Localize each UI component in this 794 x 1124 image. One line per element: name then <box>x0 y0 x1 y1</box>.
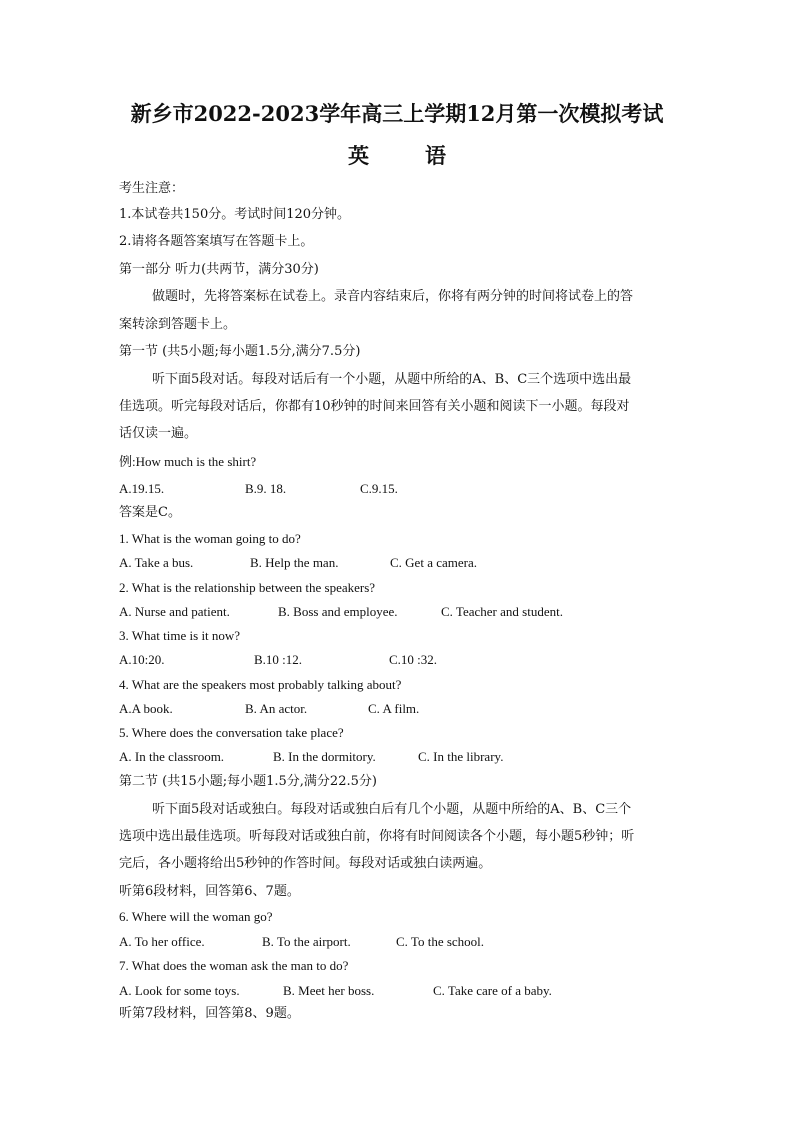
section1-heading: 第一节 (共5小题;每小题1.5分,满分7.5分) <box>119 344 361 359</box>
example-option-c: C.9.15. <box>360 481 398 496</box>
q3-option-a: A.10:20. <box>119 652 165 667</box>
example-question: 例:How much is the shirt? <box>119 454 257 469</box>
q4-option-a: A.A book. <box>119 701 173 716</box>
q4-option-c: C. A film. <box>368 701 420 716</box>
q7-option-b: B. Meet her boss. <box>283 983 375 998</box>
q5-option-c: C. In the library. <box>418 749 504 764</box>
example-option-b: B.9. 18. <box>245 481 287 496</box>
q5-option-a: A. In the classroom. <box>119 749 225 764</box>
exam-title: 新乡市2022-2023学年高三上学期12月第一次模拟考试 <box>130 101 664 126</box>
q3-option-c: C.10 :32. <box>389 652 438 667</box>
q1-option-a: A. Take a bus. <box>119 555 194 570</box>
question-3: 3. What time is it now? <box>119 628 241 643</box>
question-4: 4. What are the speakers most probably talking about? <box>119 677 402 692</box>
q4-option-b: B. An actor. <box>245 701 308 716</box>
notes-heading: 考生注意： <box>119 181 185 196</box>
q2-option-a: A. Nurse and patient. <box>119 604 230 619</box>
section1-instruction-line: 话仅读一遍。 <box>119 426 198 441</box>
q1-option-b: B. Help the man. <box>250 555 339 570</box>
question-5: 5. Where does the conversation take place? <box>119 725 344 740</box>
part1-heading: 第一部分 听力(共两节，满分30分) <box>119 262 319 277</box>
q6-option-b: B. To the airport. <box>262 934 351 949</box>
section2-instruction-line: 完后，各小题将给出5秒钟的作答时间。每段对话或独白读两遍。 <box>119 856 492 871</box>
section2-instruction-line: 选项中选出最佳选项。听每段对话或独白前，你将有时间阅读各个小题，每小题5秒钟；听 <box>119 829 635 844</box>
material-7-note: 听第7段材料，回答第8、9题。 <box>119 1006 300 1021</box>
q1-option-c: C. Get a camera. <box>390 555 477 570</box>
section2-instruction-line: 听下面5段对话或独白。每段对话或独白后有几个小题，从题中所给的A、B、C三个 <box>152 802 632 817</box>
subject-char-left: 英 <box>348 143 369 168</box>
note-item-1: 1.本试卷共150分。考试时间120分钟。 <box>119 207 351 222</box>
question-2: 2. What is the relationship between the speakers? <box>119 580 376 595</box>
section2-heading: 第二节 (共15小题;每小题1.5分,满分22.5分) <box>119 774 377 789</box>
q3-option-b: B.10 :12. <box>254 652 303 667</box>
question-1: 1. What is the woman going to do? <box>119 531 301 546</box>
example-answer: 答案是C。 <box>119 505 181 520</box>
q2-option-b: B. Boss and employee. <box>278 604 398 619</box>
example-option-a: A.19.15. <box>119 481 165 496</box>
question-7: 7. What does the woman ask the man to do? <box>119 958 349 973</box>
subject-char-right: 语 <box>425 143 446 168</box>
part1-instruction-line: 案转涂到答题卡上。 <box>119 317 237 332</box>
q6-option-a: A. To her office. <box>119 934 205 949</box>
note-item-2: 2.请将各题答案填写在答题卡上。 <box>119 234 314 249</box>
q2-option-c: C. Teacher and student. <box>441 604 563 619</box>
part1-instruction-line: 做题时，先将答案标在试卷上。录音内容结束后，你将有两分钟的时间将试卷上的答 <box>152 289 634 304</box>
section1-instruction-line: 佳选项。听完每段对话后，你都有10秒钟的时间来回答有关小题和阅读下一小题。每段对 <box>119 399 630 414</box>
q7-option-a: A. Look for some toys. <box>119 983 240 998</box>
q6-option-c: C. To the school. <box>396 934 485 949</box>
q7-option-c: C. Take care of a baby. <box>433 983 552 998</box>
subject-title <box>0 140 794 170</box>
material-6-note: 听第6段材料，回答第6、7题。 <box>119 884 300 899</box>
q5-option-b: B. In the dormitory. <box>273 749 376 764</box>
question-6: 6. Where will the woman go? <box>119 909 273 924</box>
section1-instruction-line: 听下面5段对话。每段对话后有一个小题，从题中所给的A、B、C三个选项中选出最 <box>152 372 632 387</box>
